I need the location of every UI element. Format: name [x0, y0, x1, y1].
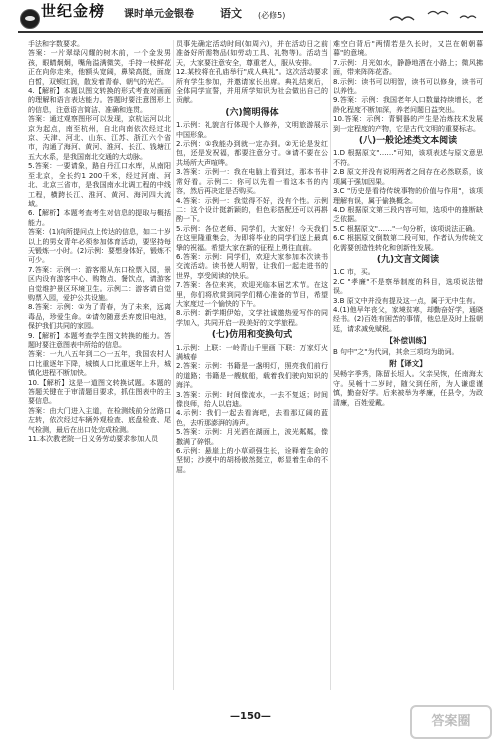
column-divider	[173, 40, 174, 690]
answer-paragraph: 1.示例：礼貌言行体现个人修养，文明旅游展示中国形象。	[176, 121, 328, 139]
section-heading: (九)文言文阅读	[376, 254, 440, 265]
answer-paragraph: 1.示例：上联：一岭青山千里画 下联：万家灯火满城春	[176, 343, 328, 361]
birds-decoration-icon	[380, 6, 490, 30]
answer-column-middle	[176, 40, 328, 690]
volume-label: (必修5)	[258, 11, 286, 20]
answer-paragraph: 11.本次教老院一日义务劳动要求参加人员	[28, 435, 159, 444]
answer-paragraph: 6.示例：悬崖上的小草顽强生长，诠释着生命的坚韧；沙漠中的胡杨傲然挺立，彰显着生命的不屈。	[176, 447, 328, 474]
answer-paragraph: 4.D 根据原文第三段内容可知，选项中的推断缺乏依据。	[333, 205, 483, 224]
answer-paragraph: 答案：一九八五年到二○一五年，我国农村人口比重逐年下降，城镇人口比重逐年上升，城镇化进程不断加快。	[28, 350, 171, 378]
answer-paragraph: 9.【解析】本题考查学生图文转换的能力。答题时要注意图表中所给的信息。	[28, 331, 171, 349]
answer-paragraph: 10.【解析】这是一道图文转换试题。本题的答题关键在于审清题目要求，抓住图表中的主要信息。	[28, 378, 171, 406]
header-divider	[18, 31, 483, 33]
answer-paragraph: 6.答案：示例：同学们，欢迎大家参加本次读书交流活动。读书使人明智，让我们一起走进书的世界，享受阅读的快乐。	[176, 252, 328, 280]
answer-paragraph: 3.答案：示例一：我在电脑上看到过，那本书非常好看。示例二：你可以先看一看这本书的内容，然后再决定是否购买。	[176, 168, 328, 196]
answer-paragraph: 5.示例：各位老师、同学们，大家好！今天我们在这里隆重集会，为即将毕业的同学们送上最真挚的祝福。希望大家在新的征程上勇往直前。	[176, 224, 328, 252]
answer-paragraph: 4.答案：示例一：我觉得不好，没有个性。示例二：这个设计挺新颖的，但色彩搭配还可以再斟酌一下。	[176, 196, 328, 224]
answer-paragraph: 吴畅字季秀，陈留长垣人。父亲吴恢，任南海太守。吴畅十二岁时，随父到任所，为人谦虚谨慎，勤奋好学。后来被举为孝廉，任县令，为政清廉，百姓爱戴。	[333, 370, 483, 407]
answer-paragraph: 1.C 市，买。	[333, 268, 375, 277]
answer-paragraph: 【补偿训练】	[385, 336, 431, 346]
answer-paragraph: 9.答案：示例：我国老年人口数量持续增长，老龄化程度不断加深，养老问题日益突出。	[333, 96, 483, 114]
page-number: —150—	[230, 711, 271, 722]
answer-paragraph: 2.C "孝廉"不是察举制度的科目，选项说法错误。	[333, 277, 483, 296]
page-header	[0, 0, 500, 40]
answer-paragraph: 8.答案：示例：①为了青春，为了未来，远离毒品，珍爱生命。②请勿随意丢弃废旧电池，保护我们共同的家园。	[28, 303, 171, 331]
answer-paragraph: 8.示例：新学期伊始，文学社诚邀热爱写作的同学加入，共同开启一段美好的文学旅程。	[176, 309, 328, 327]
section-heading: (七)仿用和变换句式	[211, 330, 293, 341]
answer-paragraph: 7.答案：各位来宾，欢迎光临本届艺术节。在这里，你们将欣赏到同学们精心准备的节目，希望大家度过一个愉快的下午。	[176, 281, 328, 308]
answer-paragraph: 6.【解析】本题考查考生对信息的提取与概括能力。	[28, 209, 171, 227]
answer-paragraph: 12.某校将在孔庙举行"成人典礼"。这次活动要求所有学生参加，并邀请家长出席。典礼结束后，全体同学宣誓，并用所学知识为社会做出自己的贡献。	[176, 68, 328, 105]
answer-paragraph: 1.D 根据原文"……"可知，该项表述与原文意思不符。	[333, 149, 483, 167]
answer-paragraph: 8.示例：读书可以明智，读书可以修身，读书可以养性。	[333, 77, 483, 96]
answer-paragraph: 2.答案：示例：书籍是一盏明灯，照亮我们前行的道路；书籍是一艘航船，载着我们驶向知识的海洋。	[176, 362, 328, 390]
answer-paragraph: 手法和字数要求。	[28, 40, 84, 48]
answer-paragraph: 4.【解析】本题以图文转换的形式考查对画面的理解和语言表达能力。答题时要注意图形上的信息，注意语言简洁、准确和连贯。	[28, 87, 171, 114]
answer-paragraph: 答案：一片翠绿闪耀的树木前，一个金发男孩，眼睛炯炯，嘴角溢满微笑，手持一枝鲜花正在向你走来，他额头宽阔，鼻梁高挺，面庞白皙，双颊红润，散发着青春、朝气的光芒。	[28, 49, 171, 86]
answer-paragraph: 员事先确定活动时间(如周六)，并在活动日之前准备好所需物品(如劳动工具、礼物等)。活动当天，大家要注意安全，尊重老人，服从安排。	[176, 40, 328, 67]
answer-paragraph: 4.示例：我们一起去看海吧，去看那辽阔的蓝色，去听那澎湃的涛声。	[176, 409, 328, 427]
answer-paragraph: 附【译文】	[389, 359, 427, 368]
answer-paragraph: 3.答案：示例：时间像流水，一去不复返；时间像良师，给人以启迪。	[176, 390, 328, 409]
answer-paragraph: 10.答案：示例：青铜器的产生是冶炼技术发展到一定程度的产物，它是古代文明的重要标志。	[333, 115, 483, 133]
answer-column-right	[333, 40, 483, 690]
watermark-stamp: 答案圈	[410, 705, 492, 739]
answer-paragraph: B 句中"之"为代词，其余三项均为助词。	[333, 347, 459, 356]
answer-paragraph: 6.C 根据原文倒数第二段可知，作者认为传统文化需要创造性转化和创新性发展。	[333, 234, 483, 252]
answer-column-left	[28, 40, 171, 690]
answer-paragraph: 5.答案：示例：月光洒在湖面上，波光粼粼，像撒满了碎银。	[176, 428, 328, 446]
answer-paragraph: 答案：由大门进入主道，在检测线前分岔路口左转，依次经过车辆外观检查、底盘检查、尾气检测，最后在出口处完成检测。	[28, 406, 171, 434]
section-heading: (八)一般论述类文本阅读	[358, 136, 458, 147]
series-subtitle: 课时单元金银卷	[124, 9, 194, 20]
answer-paragraph: 答案：(1)向所提问点上传达的信息，如二十岁以上的男女青年必须参加体育活动，要坚持每天锻炼一小时。(2)示例：要想身体好，锻炼不可少。	[28, 228, 171, 265]
answer-paragraph: 7.答案：示例一：游客需从东口检票入园，景区内设有游客中心、购物点、餐饮点，请游客自觉维护景区环境卫生。示例二：游客请自觉购票入园，爱护公共设施。	[28, 265, 171, 302]
answer-paragraph: 5.答案：一要请象，路自丹江口水库，从南阳至北京，全长约1 200千米，经过河南、河北、北京三省市，是我国南水北调工程的中线工程，横跨长江、淮河、黄河、海河四大流域。	[28, 162, 171, 208]
section-heading: (六)简明得体	[225, 107, 279, 118]
column-divider	[330, 40, 331, 690]
answer-paragraph: 2.示例：①我能办到就一定办到。②无论是发红包，还是发祝福，都要注意分寸。③请不要在公共场所大声喧哗。	[176, 140, 328, 167]
brand-logo-icon	[20, 9, 40, 29]
answer-paragraph: 难空白背后"两情若是久长时，又岂在朝朝暮暮"的意境。	[333, 40, 483, 58]
answer-paragraph: 3.C "历史是看待传统事物的价值与作用"，该项理解有误，属于偷换概念。	[333, 187, 483, 205]
subject-label: 语文	[220, 7, 242, 20]
answer-paragraph: 5.C 根据原文"……"一句分析，该项说法正确。	[333, 224, 480, 233]
answer-paragraph: 2.B 原文并没有说明两者之间存在必然联系，该项属于强加因果。	[333, 168, 483, 186]
answer-paragraph: 7.示例：月光如水，静静地洒在小路上；微风拂面，带来阵阵花香。	[333, 58, 483, 77]
answer-paragraph: 答案：通过观察图形可以发现，京杭运河以北京为起点，南至杭州，自北向南依次经过北京、天津、河北、山东、江苏、浙江六个省市，沟通了海河、黄河、淮河、长江、钱塘江五大水系，是我国南北交通的大动脉。	[28, 115, 171, 161]
brand-title: 世纪金榜	[41, 2, 106, 20]
answer-paragraph: 3.B 原文中并没有提及这一点，属于无中生有。	[333, 296, 480, 305]
answer-paragraph: 4.(1)他早年丧父，家境贫寒，却勤奋好学，通晓经书。(2)百姓有困苦的事情，他总是及时上报朝廷，请求减免赋税。	[333, 305, 483, 333]
